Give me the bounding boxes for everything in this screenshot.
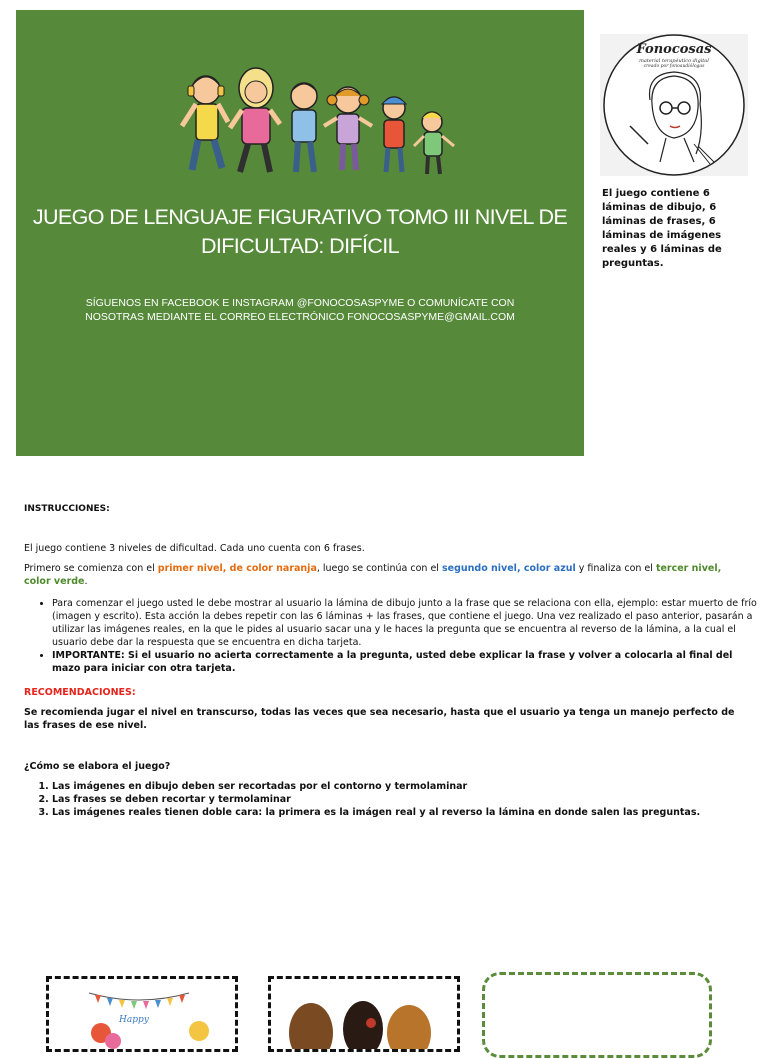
list-item: • Para comenzar el juego usted le debe mostrar al usuario la lámina de dibujo junto a la frase que se relaciona con ella, ejemplo: estar muerto de frío (imagen y escrito). Esta acción la debes repetir con las 6 láminas + las frases, que contiene el juego. Una vez realizado el paso anterior, pasarán a utilizar las imágenes reales, en la que le pides al usuario sacar una y le haces la pregunta que se encuentra al reverso de la lámina, a la cual el usuario debe dar la respuesta que se encuentra en dicha tarjeta. (52, 597, 764, 649)
card-blank-frame (482, 972, 712, 1058)
children-illustration (168, 62, 464, 184)
logo-tagline: material terapéutico digital (639, 58, 709, 64)
recommendations-heading: RECOMENDACIONES: (24, 687, 136, 698)
instructions-list (24, 597, 764, 675)
people-illustration (271, 979, 457, 1049)
how-to-list (24, 780, 764, 819)
card-party-image (46, 976, 238, 1052)
levels-text: . (84, 576, 88, 587)
game-contents-note: El juego contiene 6 láminas de dibujo, 6 láminas de frases, 6 láminas de imágenes reales y 6 láminas de preguntas. (602, 188, 722, 269)
party-illustration (49, 979, 235, 1049)
level-2-label: segundo nivel, color azul (441, 563, 576, 574)
card-text: Happy (119, 1015, 149, 1025)
instructions-heading: INSTRUCCIONES: (24, 504, 110, 514)
card-people-image (268, 976, 460, 1052)
levels-text: y finaliza con el (575, 563, 656, 574)
list-item: 1. Las imágenes en dibujo deben ser recortadas por el contorno y termolaminar (52, 780, 764, 793)
important-text: Si el usuario no acierta correctamente a la pregunta, usted debe explicar la frase y volver a colocarla al final del mazo para iniciar con otra tarjeta. (52, 650, 733, 674)
recommendations-text: Se recomienda jugar el nivel en transcurso, todas las veces que sea necesario, hasta que el usuario ya tenga un manejo perfecto de las frases de ese nivel. (24, 707, 735, 731)
instructions-intro: El juego contiene 3 niveles de dificultad. Cada uno cuenta con 6 frases. (24, 543, 365, 554)
list-item: 3. Las imágenes reales tienen doble cara: la primera es la imágen real y al reverso la lámina en donde salen las preguntas. (52, 806, 764, 819)
how-to-heading: ¿Cómo se elabora el juego? (24, 761, 171, 772)
list-item (52, 649, 764, 675)
fonocosas-logo (600, 34, 748, 176)
levels-text: , luego se continúa con el (316, 563, 442, 574)
important-label: IMPORTANTE: (52, 650, 125, 661)
title-banner (16, 10, 584, 456)
levels-text: Primero se comienza con el (24, 563, 158, 574)
levels-paragraph (24, 562, 736, 588)
contact-info: SÍGUENOS EN FACEBOOK E INSTAGRAM @FONOCOSASPYME O COMUNÍCATE CON NOSOTRAS MEDIANTE EL CORREO ELECTRÓNICO FONOCOSASPYME@GMAIL.COM (85, 297, 515, 323)
logo-name: Fonocosas (636, 42, 712, 57)
document-title: JUEGO DE LENGUAJE FIGURATIVO TOMO III NIVEL DE DIFICULTAD: DIFÍCIL (32, 205, 568, 258)
level-1-label: primer nivel, de color naranja (157, 563, 317, 574)
logo-tagline-2: creado por fonoaudiólogas (643, 64, 705, 69)
level-3-label: tercer nivel, color verde (24, 563, 722, 587)
list-item: 2. Las frases se deben recortar y termolaminar (52, 793, 764, 806)
